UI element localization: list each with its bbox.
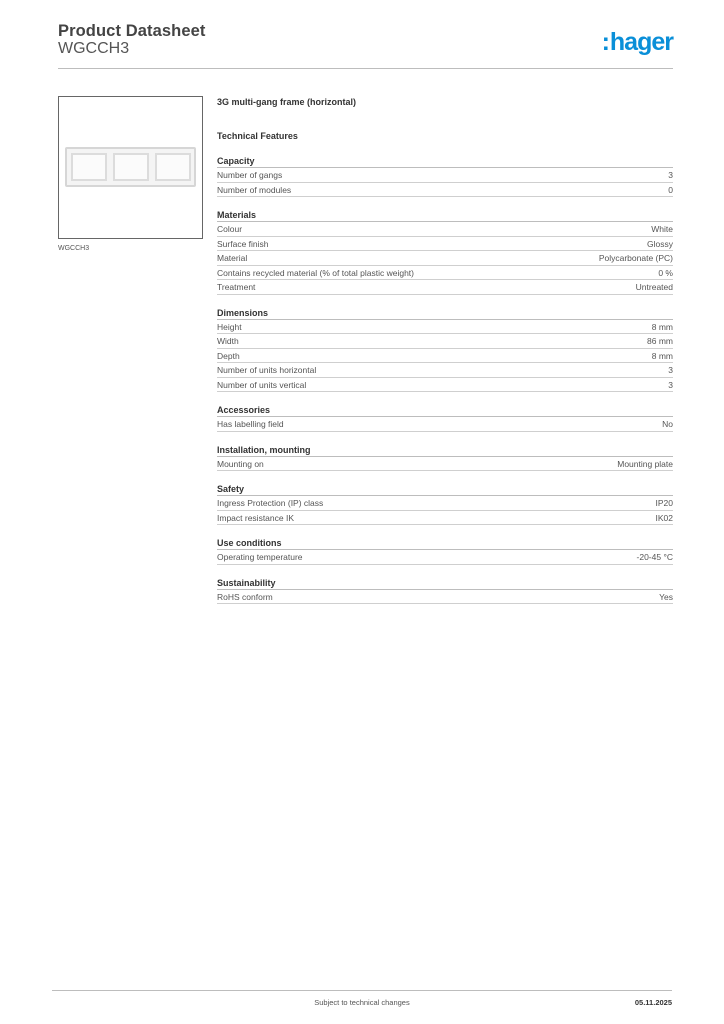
section-title: Installation, mounting (217, 444, 673, 457)
spec-row (217, 222, 673, 237)
spec-row (217, 590, 673, 605)
gang-opening (113, 153, 149, 181)
spec-value: 86 mm (647, 336, 673, 346)
frame-illustration (65, 147, 196, 187)
spec-label: Operating temperature (217, 552, 303, 562)
page-header (58, 22, 673, 70)
spec-row (217, 320, 673, 335)
spec-label: Height (217, 321, 242, 332)
spec-value: Mounting plate (617, 458, 673, 469)
spec-value: Untreated (635, 282, 673, 292)
spec-label: Number of gangs (217, 170, 283, 180)
spec-section (217, 404, 673, 432)
image-caption: WGCCH3 (58, 245, 90, 252)
gang-opening (155, 153, 191, 181)
specifications (217, 95, 673, 604)
spec-row (217, 168, 673, 183)
product-image (58, 96, 203, 239)
spec-label: Material (217, 253, 248, 263)
spec-label: Impact resistance IK (217, 512, 295, 523)
spec-row (217, 511, 673, 526)
footer-date: 05.11.2025 (634, 998, 672, 1007)
spec-row (217, 417, 673, 432)
section-title: Accessories (217, 404, 673, 417)
spec-value: No (662, 419, 673, 429)
spec-row (217, 550, 673, 565)
section-title: Dimensions (217, 307, 673, 320)
section-title: Materials (217, 209, 673, 222)
spec-label: Number of units vertical (217, 379, 307, 390)
spec-row (217, 280, 673, 295)
spec-row (217, 349, 673, 364)
spec-value: Glossy (647, 238, 673, 249)
spec-value: 3 (668, 379, 673, 390)
spec-row (217, 363, 673, 378)
spec-value: White (651, 224, 673, 234)
spec-row (217, 378, 673, 393)
spec-value: IP20 (655, 498, 673, 508)
product-name: 3G multi-gang frame (horizontal) (217, 97, 357, 107)
spec-value: -20-45 °C (636, 552, 673, 562)
document-title: Product Datasheet (58, 22, 206, 40)
spec-section (217, 444, 673, 472)
spec-label: Contains recycled material (% of total plastic weight) (217, 267, 414, 278)
header-divider (58, 68, 673, 69)
gang-opening (71, 153, 107, 181)
spec-section (217, 209, 673, 295)
spec-row (217, 266, 673, 281)
spec-label: Colour (217, 224, 243, 234)
spec-value: Yes (659, 591, 673, 602)
footer-note: Subject to technical changes (314, 998, 410, 1007)
spec-value: IK02 (655, 512, 673, 523)
logo-text: hager (609, 28, 673, 56)
section-title: Capacity (217, 155, 673, 168)
spec-value: Polycarbonate (PC) (598, 253, 673, 263)
spec-value: 3 (668, 170, 673, 180)
product-code: WGCCH3 (58, 40, 130, 57)
spec-label: RoHS conform (217, 591, 273, 602)
spec-row (217, 251, 673, 266)
spec-label: Treatment (217, 282, 256, 292)
section-title: Safety (217, 483, 673, 496)
spec-row (217, 457, 673, 472)
spec-row (217, 334, 673, 349)
spec-value: 3 (668, 365, 673, 375)
spec-section (217, 483, 673, 525)
spec-label: Ingress Protection (IP) class (217, 498, 324, 508)
spec-label: Depth (217, 350, 240, 361)
spec-value: 0 (668, 184, 673, 195)
hager-logo: :hager (601, 28, 673, 56)
spec-row (217, 237, 673, 252)
spec-value: 8 mm (651, 321, 673, 332)
spec-section (217, 537, 673, 565)
spec-label: Surface finish (217, 238, 269, 249)
spec-row (217, 496, 673, 511)
spec-section (217, 577, 673, 605)
spec-label: Number of units horizontal (217, 365, 317, 375)
spec-label: Number of modules (217, 184, 292, 195)
spec-label: Width (217, 336, 239, 346)
spec-section (217, 307, 673, 393)
technical-features-title: Technical Features (217, 131, 298, 141)
spec-row (217, 183, 673, 198)
footer-divider (52, 990, 672, 991)
spec-label: Mounting on (217, 458, 264, 469)
spec-value: 0 % (658, 267, 673, 278)
spec-value: 8 mm (651, 350, 673, 361)
spec-sections (217, 155, 673, 604)
section-title: Use conditions (217, 537, 673, 550)
spec-section (217, 155, 673, 197)
spec-label: Has labelling field (217, 419, 284, 429)
section-title: Sustainability (217, 577, 673, 590)
